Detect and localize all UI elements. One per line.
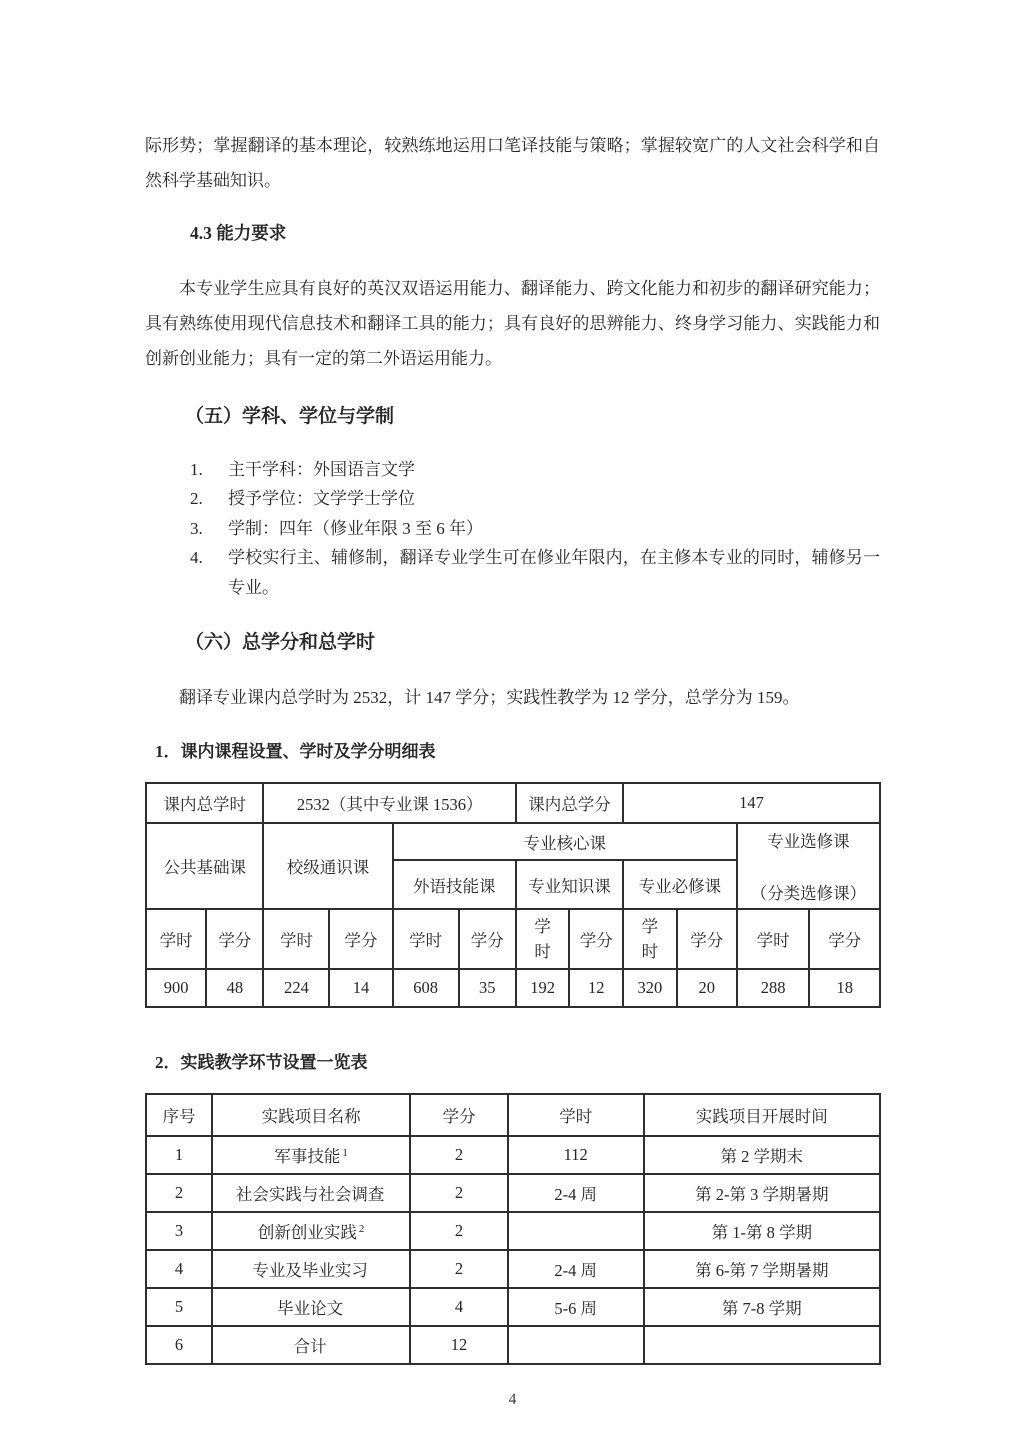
cell-project-name — [212, 1136, 410, 1174]
value-cell: 12 — [569, 969, 623, 1007]
cell-credits: 2 — [410, 1174, 508, 1212]
footnote-mark: 1 — [342, 1146, 348, 1159]
cell-credits: 2 — [410, 1212, 508, 1250]
page-number: 4 — [508, 1391, 517, 1409]
table-header-row — [146, 1094, 880, 1136]
cell-project-name — [212, 1250, 410, 1288]
value-cell: 48 — [206, 969, 263, 1007]
header-cell-project-name: 实践项目名称 — [212, 1094, 410, 1136]
list-item-number: 4. — [190, 548, 203, 568]
elective-course-cell — [737, 823, 880, 909]
table-row — [146, 1326, 880, 1364]
value-cell: 900 — [146, 969, 206, 1007]
heading-section-5: （五）学科、学位与学制 — [185, 406, 395, 428]
public-basic-course-cell: 公共基础课 — [146, 823, 263, 909]
cell-no: 6 — [146, 1326, 212, 1364]
value-cell: 320 — [623, 969, 677, 1007]
elective-course-sublabel: （分类选修课） — [750, 884, 867, 904]
value-cell: 20 — [677, 969, 737, 1007]
cell-hours: 112 — [508, 1136, 644, 1174]
cell-time: 第 1-第 8 学期 — [644, 1212, 880, 1250]
cell-credits: 4 — [410, 1288, 508, 1326]
project-name: 军事技能 — [274, 1147, 341, 1167]
paragraph-continuation: 际形势；掌握翻译的基本理论，较熟练地运用口笔译技能与策略；掌握较宽广的人文社会科学和自然科学基础知识。 — [145, 136, 880, 191]
cell-hours — [508, 1326, 644, 1364]
list-item-number: 1. — [190, 460, 203, 480]
credits-label-cell: 学分 — [459, 909, 516, 969]
hours-label-cell: 学时 — [737, 909, 810, 969]
credits-label-cell: 学分 — [809, 909, 880, 969]
value-cell: 608 — [393, 969, 459, 1007]
total-credits-value-cell: 147 — [623, 783, 880, 823]
hours-label-vertical: 学时 — [534, 916, 551, 962]
cell-project-name — [212, 1326, 410, 1364]
general-education-course-cell: 校级通识课 — [263, 823, 392, 909]
total-hours-label-cell: 课内总学时 — [146, 783, 263, 823]
hours-label-vertical: 学时 — [641, 916, 659, 962]
list-item-text: 学制：四年（修业年限 3 至 6 年） — [228, 518, 483, 538]
course-hours-credits-table — [145, 782, 881, 1008]
core-course-cell: 专业核心课 — [393, 823, 737, 860]
value-cell: 192 — [516, 969, 570, 1007]
cell-credits: 2 — [410, 1136, 508, 1174]
list-item — [190, 514, 880, 543]
value-cell: 35 — [459, 969, 516, 1007]
table-row — [146, 1212, 880, 1250]
table-row-hour-credit-labels — [146, 909, 880, 969]
table-row-values — [146, 969, 880, 1007]
elective-course-box — [742, 826, 875, 906]
cell-time: 第 2 学期末 — [644, 1136, 880, 1174]
project-name: 专业及毕业实习 — [252, 1261, 368, 1281]
header-cell-time: 实践项目开展时间 — [644, 1094, 880, 1136]
cell-time: 第 7-8 学期 — [644, 1288, 880, 1326]
table1-caption: 1．课内课程设置、学时及学分明细表 — [155, 742, 436, 762]
cell-credits: 12 — [410, 1326, 508, 1364]
hours-label-cell: 学时 — [393, 909, 459, 969]
header-cell-hours: 学时 — [508, 1094, 644, 1136]
credits-label-cell: 学分 — [329, 909, 392, 969]
value-cell: 18 — [809, 969, 880, 1007]
list-item-number: 2. — [190, 489, 203, 509]
table-row — [146, 1136, 880, 1174]
credits-label-cell: 学分 — [569, 909, 623, 969]
list-item-text: 授予学位：文学学士学位 — [228, 489, 415, 509]
cell-project-name — [212, 1174, 410, 1212]
table-row — [146, 1174, 880, 1212]
hours-label-cell — [516, 909, 570, 969]
paragraph-ability-requirements: 本专业学生应具有良好的英汉双语运用能力、翻译能力、跨文化能力和初步的翻译研究能力；具有熟练使用现代信息技术和翻译工具的能力；具有良好的思辨能力、终身学习能力、实践能力和创新创业能力；具有一定的第二外语运用能力。 — [145, 279, 880, 369]
cell-project-name — [212, 1212, 410, 1250]
practice-teaching-table — [145, 1093, 881, 1365]
project-name: 合计 — [293, 1337, 327, 1357]
cell-no: 3 — [146, 1212, 212, 1250]
project-name: 社会实践与社会调查 — [235, 1185, 385, 1205]
list-item-text: 主干学科：外国语言文学 — [228, 460, 415, 480]
value-cell: 288 — [737, 969, 810, 1007]
heading-section-6: （六）总学分和总学时 — [185, 632, 376, 654]
table-row — [146, 1250, 880, 1288]
footnote-mark: 2 — [358, 1222, 365, 1235]
cell-credits: 2 — [410, 1250, 508, 1288]
value-cell: 224 — [263, 969, 329, 1007]
project-name: 毕业论文 — [277, 1299, 344, 1319]
elective-course-label: 专业选修课 — [767, 832, 850, 852]
hours-label-cell: 学时 — [146, 909, 206, 969]
total-credits-label-cell: 课内总学分 — [516, 783, 623, 823]
table-row-categories — [146, 823, 880, 860]
project-name: 创新创业实践 — [257, 1223, 357, 1243]
cell-no: 4 — [146, 1250, 212, 1288]
hours-label-cell — [623, 909, 677, 969]
major-knowledge-course-cell: 专业知识课 — [516, 860, 623, 909]
discipline-degree-list — [190, 455, 880, 602]
list-item — [190, 484, 880, 513]
credits-label-cell: 学分 — [677, 909, 737, 969]
cell-hours: 2-4 周 — [508, 1174, 644, 1212]
cell-no: 5 — [146, 1288, 212, 1326]
cell-project-name — [212, 1288, 410, 1326]
paragraph-total-credits: 翻译专业课内总学时为 2532，计 147 学分；实践性教学为 12 学分，总学分为 159。 — [179, 688, 800, 708]
list-item-number: 3. — [190, 518, 203, 538]
language-skills-course-cell: 外语技能课 — [393, 860, 516, 909]
table2-caption: 2．实践教学环节设置一览表 — [155, 1053, 368, 1073]
cell-hours: 5-6 周 — [508, 1288, 644, 1326]
table-row — [146, 1288, 880, 1326]
list-item — [190, 543, 880, 602]
header-cell-no: 序号 — [146, 1094, 212, 1136]
cell-no: 1 — [146, 1136, 212, 1174]
heading-4-3-ability: 4.3 能力要求 — [190, 223, 287, 244]
hours-label-cell: 学时 — [263, 909, 329, 969]
cell-hours: 2-4 周 — [508, 1250, 644, 1288]
value-cell: 14 — [329, 969, 392, 1007]
header-cell-credits: 学分 — [410, 1094, 508, 1136]
cell-time: 第 2-第 3 学期暑期 — [644, 1174, 880, 1212]
cell-no: 2 — [146, 1174, 212, 1212]
credits-label-cell: 学分 — [206, 909, 263, 969]
total-hours-value-cell: 2532（其中专业课 1536） — [263, 783, 515, 823]
table-row-totals — [146, 783, 880, 823]
list-item-text: 学校实行主、辅修制，翻译专业学生可在修业年限内，在主修本专业的同时，辅修另一专业。 — [228, 548, 880, 597]
list-item — [190, 455, 880, 484]
cell-time: 第 6-第 7 学期暑期 — [644, 1250, 880, 1288]
cell-hours — [508, 1212, 644, 1250]
cell-time — [644, 1326, 880, 1364]
major-required-course-cell: 专业必修课 — [623, 860, 737, 909]
